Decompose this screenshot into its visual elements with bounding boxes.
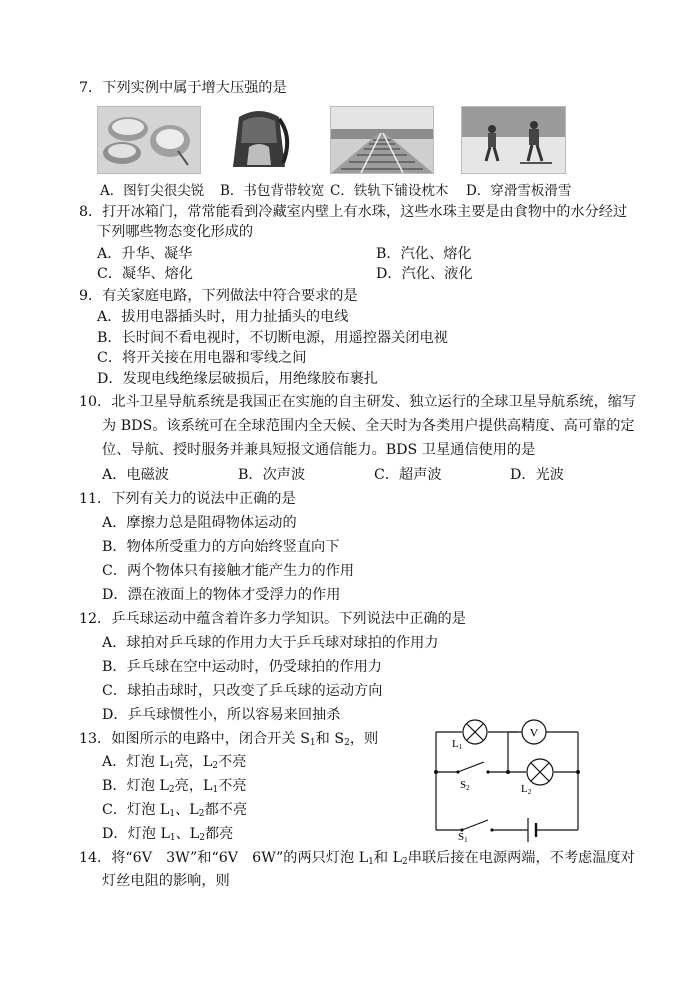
q7-stem: 7．下列实例中属于增大压强的是 xyxy=(79,80,287,96)
q7-option-c: C．铁轨下铺设枕木 xyxy=(330,183,449,199)
thumbtack-image xyxy=(97,106,201,174)
switch-s1-icon xyxy=(460,820,493,832)
q8-line1: 8．打开冰箱门，常常能看到冷藏室内壁上有水珠，这些水珠主要是由食物中的水分经过 xyxy=(79,204,628,220)
switch-s2-icon xyxy=(456,762,489,774)
q7-option-b: B．书包背带较宽 xyxy=(220,183,325,199)
skier-icon xyxy=(462,107,565,173)
q8-option-d: D．汽化、液化 xyxy=(376,266,473,282)
q12-stem: 12．乒乓球运动中蕴含着许多力学知识。下列说法中正确的是 xyxy=(79,611,466,627)
q10-option-a: A．电磁波 xyxy=(102,467,169,483)
q10-line3: 位、导航、授时服务并兼具短报文通信能力。BDS 卫星通信使用的是 xyxy=(102,442,536,458)
q13-option-c: C．灯泡 $L_1$、$L_2$都不亮 xyxy=(102,802,248,819)
q11-option-c: C．两个物体只有接触才能产生力的作用 xyxy=(102,563,355,579)
q12-option-d: D．乒乓球惯性小，所以容易来回抽杀 xyxy=(102,707,341,723)
q13-stem: 13．如图所示的电路中，闭合开关 $S_1$和 $S_2$，则 xyxy=(79,731,379,748)
thumbtack-icon xyxy=(98,107,200,173)
q10-line2: 为 BDS。该系统可在全球范围内全天候、全天时为各类用户提供高精度、高可靠的定 xyxy=(102,418,635,434)
q7-option-a: A．图钉尖很尖锐 xyxy=(100,183,205,199)
circuit-diagram xyxy=(428,718,588,842)
battery-icon xyxy=(528,818,536,842)
backpack-image xyxy=(218,106,300,174)
q13-option-b: B．灯泡 $L_2$亮，$L_1$不亮 xyxy=(102,778,247,795)
skiing-image xyxy=(461,106,566,174)
q9-option-a: A．拔用电器插头时，用力扯插头的电线 xyxy=(97,309,349,325)
q12-option-b: B．乒乓球在空中运动时，仍受球拍的作用力 xyxy=(102,659,382,675)
q8-line2: 下列哪些物态变化形成的 xyxy=(97,224,254,240)
q11-option-a: A．摩擦力总是阻碍物体运动的 xyxy=(102,515,297,531)
label-l1: L1 xyxy=(452,738,463,751)
q9-option-c: C．将开关接在用电器和零线之间 xyxy=(97,350,307,366)
q8-option-b: B．汽化、熔化 xyxy=(376,246,472,262)
q11-stem: 11．下列有关力的说法中正确的是 xyxy=(79,491,296,507)
label-l2: L2 xyxy=(521,783,532,796)
q10-line1: 10．北斗卫星导航系统是我国正在实施的自主研发、独立运行的全球卫星导航系统，缩写 xyxy=(79,394,637,410)
q12-option-c: C．球拍击球时，只改变了乒乓球的运动方向 xyxy=(102,683,383,699)
railway-icon xyxy=(331,107,433,173)
q8-option-c: C．凝华、熔化 xyxy=(97,266,193,282)
label-s2: S2 xyxy=(460,779,470,792)
q13-option-d: D．灯泡 $L_1$、$L_2$都亮 xyxy=(102,826,234,843)
q10-option-c: C．超声波 xyxy=(374,467,442,483)
q14-line2: 灯丝电阻的影响，则 xyxy=(102,873,230,889)
q12-option-a: A．球拍对乒乓球的作用力大于乒乓球对球拍的作用力 xyxy=(102,635,439,651)
q14-line1: 14．将“6V 3W”和“6V 6W”的两只灯泡 $L_1$和 $L_2$串联后接在电源两端，不考虑温度对 xyxy=(79,850,635,867)
lamp-l1-icon xyxy=(463,720,487,744)
lamp-l2-icon xyxy=(527,759,553,785)
q9-option-d: D．发现电线绝缘层破损后，用绝缘胶布裹扎 xyxy=(97,371,378,387)
railway-image xyxy=(330,106,434,174)
q8-option-a: A．升华、凝华 xyxy=(97,246,193,262)
label-s1: S1 xyxy=(458,831,468,842)
voltmeter-label: V xyxy=(529,725,539,740)
q10-option-d: D．光波 xyxy=(510,467,564,483)
q9-option-b: B．长时间不看电视时，不切断电源，用遥控器关闭电视 xyxy=(97,330,448,346)
backpack-icon xyxy=(219,107,299,173)
q10-option-b: B．次声波 xyxy=(238,467,306,483)
q7-option-d: D．穿滑雪板滑雪 xyxy=(466,183,572,199)
q11-option-d: D．漂在液面上的物体才受浮力的作用 xyxy=(102,587,341,603)
q9-stem: 9．有关家庭电路，下列做法中符合要求的是 xyxy=(79,288,358,304)
q11-option-b: B．物体所受重力的方向始终竖直向下 xyxy=(102,539,340,555)
q13-option-a: A．灯泡 $L_1$亮，$L_2$不亮 xyxy=(102,754,247,771)
